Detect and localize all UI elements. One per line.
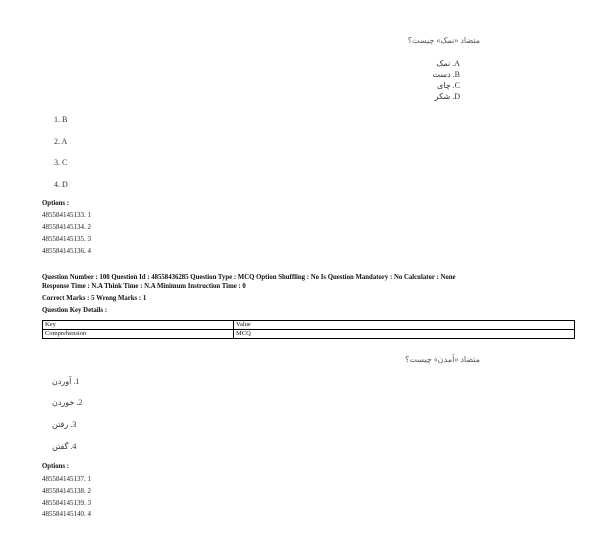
q1-options-heading: Options :	[42, 200, 70, 207]
q1-option-4-label: 4. D	[54, 180, 68, 189]
q2-options-heading: Options :	[42, 463, 70, 470]
q1-option-1[interactable]	[54, 115, 67, 124]
table-header-key: Key	[43, 321, 234, 330]
question-key-heading: Question Key Details :	[42, 307, 108, 314]
q2-option-2[interactable]: 2. خوردن	[52, 398, 83, 407]
q2-option-id-1: 485584145137. 1	[42, 475, 91, 483]
table-header-row	[43, 321, 575, 330]
q1-option-4[interactable]	[54, 180, 68, 189]
q1-option-3-label: 3. C	[54, 158, 68, 167]
question-meta-line-1: Question Number : 100 Question Id : 48558436285 Question Type : MCQ Option Shuffling : No Is Question Mandatory : No Calculator : None	[42, 274, 456, 281]
question-1-text: متضاد «نمک» چیست؟	[407, 36, 480, 45]
table-header-value: Value	[234, 321, 575, 330]
q1-option-id-2: 485584145134. 2	[42, 223, 91, 231]
table-cell-key: Comprehension	[43, 330, 234, 339]
q1-option-2-label: 2. A	[54, 137, 68, 146]
q1-option-3[interactable]	[54, 158, 67, 167]
q2-option-id-4: 485584145140. 4	[42, 510, 91, 518]
question-key-table	[42, 320, 575, 339]
q2-option-id-2: 485584145138. 2	[42, 487, 91, 495]
question-meta-line-2: Response Time : N.A Think Time : N.A Minimum Instruction Time : 0	[42, 283, 246, 290]
choice-b: B. دست	[432, 70, 460, 79]
q2-option-1[interactable]: 1. آوردن	[52, 377, 80, 386]
q2-option-id-3: 485584145139. 3	[42, 499, 91, 507]
table-row	[43, 330, 575, 339]
choice-c: C. چای	[437, 81, 460, 90]
q1-option-1-label: 1. B	[54, 115, 68, 124]
choice-d: D. شکر	[434, 92, 460, 101]
q2-option-4[interactable]: 4. گفتن	[52, 442, 77, 451]
q1-option-id-3: 485584145135. 3	[42, 235, 91, 243]
choice-a: A. نمک	[436, 59, 460, 68]
q1-option-id-1: 485584145133. 1	[42, 211, 91, 219]
q1-option-id-4: 485584145136. 4	[42, 247, 91, 255]
table-cell-value: MCQ	[234, 330, 575, 339]
question-2-text: متضاد «آمدن» چیست؟	[405, 355, 480, 364]
q1-option-2[interactable]	[54, 137, 67, 146]
marks-line: Correct Marks : 5 Wrong Marks : 1	[42, 295, 147, 302]
q2-option-3[interactable]: 3. رفتن	[52, 420, 77, 429]
